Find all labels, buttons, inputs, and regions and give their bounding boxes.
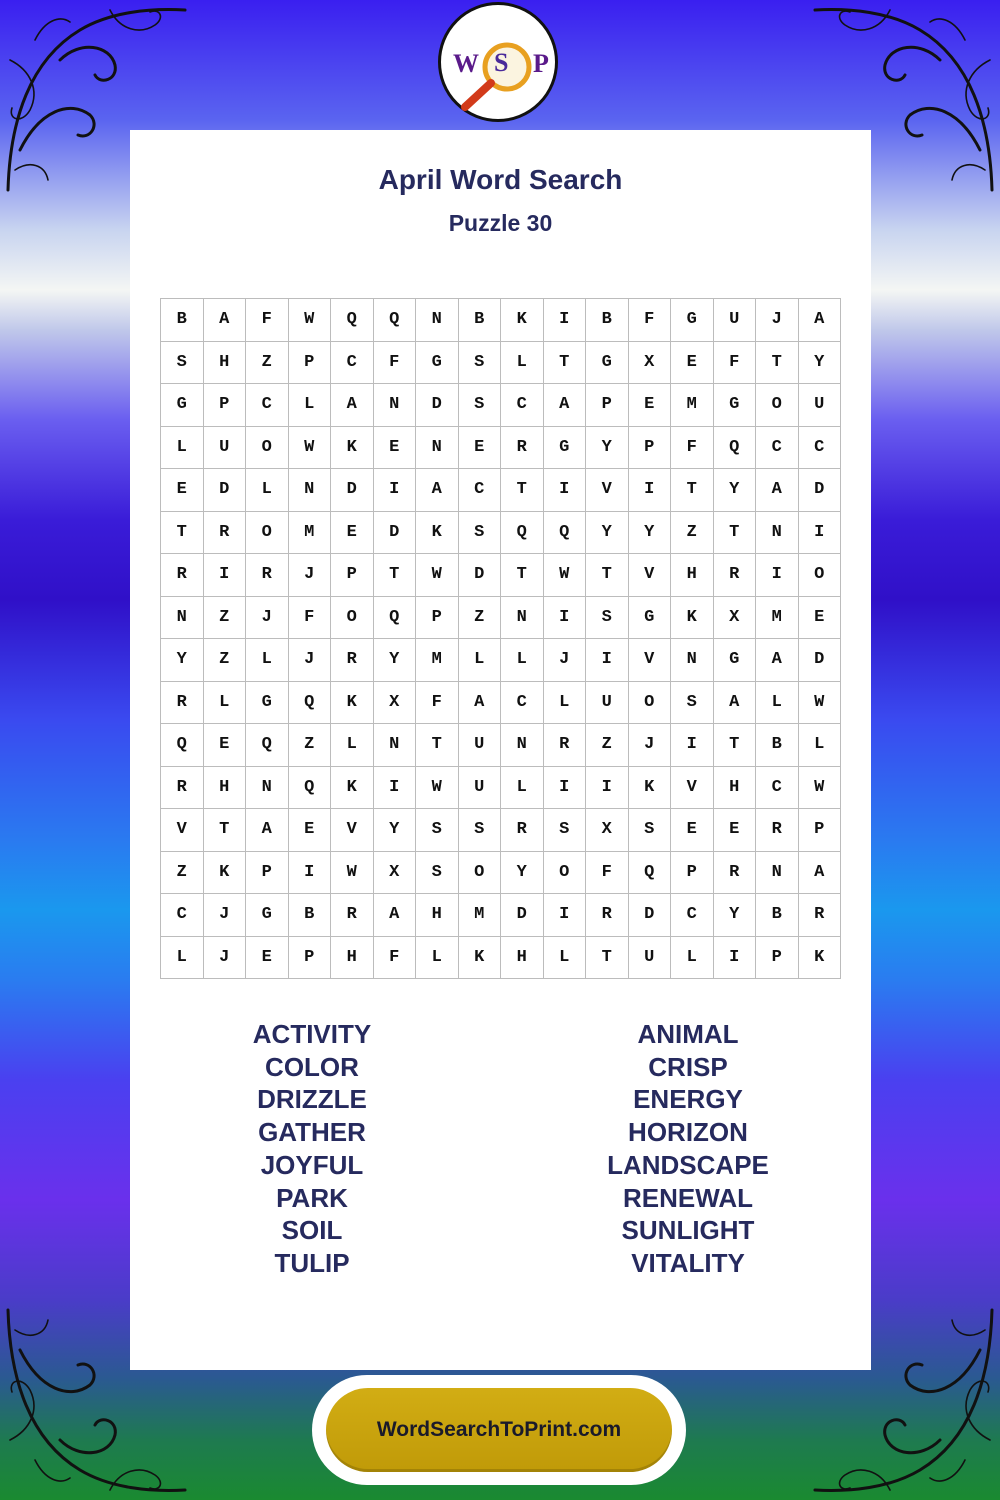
grid-cell[interactable]: S <box>459 512 502 555</box>
grid-cell[interactable]: L <box>246 469 289 512</box>
grid-cell[interactable]: Y <box>714 469 757 512</box>
word-list-item: ANIMAL <box>637 1019 739 1049</box>
grid-cell[interactable]: Q <box>501 512 544 555</box>
grid-cell[interactable]: R <box>331 894 374 937</box>
grid-cell[interactable]: P <box>671 852 714 895</box>
grid-cell[interactable]: L <box>246 639 289 682</box>
grid-cell[interactable]: P <box>416 597 459 640</box>
grid-cell[interactable]: P <box>756 937 799 980</box>
grid-cell[interactable]: R <box>331 639 374 682</box>
grid-cell[interactable]: H <box>331 937 374 980</box>
grid-cell[interactable]: T <box>161 512 204 555</box>
grid-cell[interactable]: I <box>544 469 587 512</box>
grid-cell[interactable]: H <box>714 767 757 810</box>
grid-cell[interactable]: L <box>161 427 204 470</box>
logo-letter-p: P <box>533 49 549 78</box>
grid-cell[interactable]: R <box>714 554 757 597</box>
grid-cell[interactable]: J <box>756 299 799 342</box>
grid-cell[interactable]: E <box>289 809 332 852</box>
site-logo[interactable] <box>438 2 558 122</box>
grid-cell[interactable]: I <box>544 597 587 640</box>
grid-cell[interactable]: H <box>204 767 247 810</box>
grid-cell[interactable]: S <box>416 852 459 895</box>
grid-cell[interactable]: I <box>671 724 714 767</box>
grid-cell[interactable]: A <box>204 299 247 342</box>
grid-cell[interactable]: T <box>756 342 799 385</box>
grid-cell[interactable]: Z <box>671 512 714 555</box>
word-list-item: ENERGY <box>633 1084 743 1115</box>
grid-cell[interactable]: L <box>501 639 544 682</box>
grid-cell[interactable]: P <box>289 937 332 980</box>
grid-cell[interactable]: G <box>161 384 204 427</box>
grid-cell[interactable]: A <box>714 682 757 725</box>
grid-cell[interactable]: D <box>374 512 417 555</box>
word-list-item: SUNLIGHT <box>621 1215 755 1246</box>
grid-cell[interactable]: P <box>289 342 332 385</box>
grid-cell[interactable]: A <box>799 299 842 342</box>
grid-cell[interactable]: Y <box>161 639 204 682</box>
grid-cell[interactable]: B <box>756 724 799 767</box>
grid-cell[interactable]: S <box>629 809 672 852</box>
grid-cell[interactable]: S <box>459 342 502 385</box>
grid-cell[interactable]: M <box>459 894 502 937</box>
grid-cell[interactable]: I <box>544 894 587 937</box>
grid-cell[interactable]: L <box>459 639 502 682</box>
grid-cell[interactable]: D <box>799 639 842 682</box>
grid-cell[interactable]: T <box>501 554 544 597</box>
grid-cell[interactable]: P <box>204 384 247 427</box>
grid-cell[interactable]: R <box>586 894 629 937</box>
word-list-item: CRISP <box>648 1051 728 1082</box>
grid-cell[interactable]: O <box>246 512 289 555</box>
grid-cell[interactable]: Z <box>459 597 502 640</box>
grid-cell[interactable]: D <box>331 469 374 512</box>
grid-cell[interactable]: F <box>374 342 417 385</box>
grid-cell[interactable]: Y <box>714 894 757 937</box>
grid-cell[interactable]: C <box>756 427 799 470</box>
grid-cell[interactable]: N <box>671 639 714 682</box>
grid-cell[interactable]: C <box>331 342 374 385</box>
grid-cell[interactable]: C <box>501 384 544 427</box>
grid-cell[interactable]: I <box>374 767 417 810</box>
grid-cell[interactable]: S <box>161 342 204 385</box>
grid-cell[interactable]: D <box>799 469 842 512</box>
grid-cell[interactable]: W <box>544 554 587 597</box>
grid-cell[interactable]: N <box>416 427 459 470</box>
grid-cell[interactable]: J <box>289 639 332 682</box>
grid-cell[interactable]: K <box>799 937 842 980</box>
grid-cell[interactable]: E <box>714 809 757 852</box>
logo-letter-s: S <box>494 48 509 77</box>
puzzle-panel <box>130 130 871 1370</box>
grid-cell[interactable]: F <box>671 427 714 470</box>
grid-cell[interactable]: K <box>671 597 714 640</box>
grid-cell[interactable]: C <box>501 682 544 725</box>
grid-cell[interactable]: I <box>204 554 247 597</box>
grid-cell[interactable]: I <box>289 852 332 895</box>
grid-cell[interactable]: E <box>671 809 714 852</box>
grid-cell[interactable]: Y <box>586 512 629 555</box>
grid-cell[interactable]: D <box>459 554 502 597</box>
logo-letter-w: W <box>453 49 479 78</box>
grid-cell[interactable]: N <box>756 852 799 895</box>
grid-cell[interactable]: W <box>799 767 842 810</box>
grid-cell[interactable]: K <box>416 512 459 555</box>
grid-cell[interactable]: T <box>586 554 629 597</box>
grid-cell[interactable]: O <box>756 384 799 427</box>
grid-cell[interactable]: A <box>756 639 799 682</box>
letter-grid <box>160 298 841 979</box>
grid-cell[interactable]: L <box>416 937 459 980</box>
grid-cell[interactable]: Y <box>799 342 842 385</box>
word-list-item: SOIL <box>281 1215 343 1246</box>
grid-cell[interactable]: M <box>289 512 332 555</box>
grid-cell[interactable]: R <box>714 852 757 895</box>
grid-cell[interactable]: J <box>544 639 587 682</box>
grid-cell[interactable]: N <box>501 724 544 767</box>
grid-cell[interactable]: L <box>671 937 714 980</box>
grid-cell[interactable]: F <box>629 299 672 342</box>
grid-cell[interactable]: G <box>246 682 289 725</box>
grid-cell[interactable]: A <box>799 852 842 895</box>
grid-cell[interactable]: O <box>544 852 587 895</box>
grid-cell[interactable]: L <box>161 937 204 980</box>
grid-cell[interactable]: V <box>331 809 374 852</box>
word-list-item: HORIZON <box>628 1117 748 1148</box>
grid-cell[interactable]: Q <box>714 427 757 470</box>
word-list-item: RENEWAL <box>623 1182 753 1213</box>
grid-cell[interactable]: O <box>629 682 672 725</box>
grid-cell[interactable]: X <box>629 342 672 385</box>
grid-cell[interactable]: L <box>544 682 587 725</box>
grid-cell[interactable]: P <box>629 427 672 470</box>
grid-cell[interactable]: Z <box>586 724 629 767</box>
grid-cell[interactable]: U <box>586 682 629 725</box>
grid-cell[interactable]: H <box>671 554 714 597</box>
word-list-left <box>162 1018 462 1280</box>
grid-cell[interactable]: L <box>331 724 374 767</box>
grid-cell[interactable]: N <box>161 597 204 640</box>
grid-cell[interactable]: R <box>204 512 247 555</box>
grid-cell[interactable]: K <box>204 852 247 895</box>
word-list-item: VITALITY <box>631 1247 745 1278</box>
grid-cell[interactable]: T <box>544 342 587 385</box>
word-list-item: TULIP <box>274 1247 350 1278</box>
grid-cell[interactable]: S <box>459 384 502 427</box>
grid-cell[interactable]: C <box>459 469 502 512</box>
grid-cell[interactable]: U <box>629 937 672 980</box>
grid-cell[interactable]: O <box>799 554 842 597</box>
grid-cell[interactable]: L <box>289 384 332 427</box>
grid-cell[interactable]: R <box>501 809 544 852</box>
word-list-item: JOYFUL <box>260 1149 364 1180</box>
grid-cell[interactable]: R <box>161 554 204 597</box>
grid-cell[interactable]: S <box>544 809 587 852</box>
grid-cell[interactable]: F <box>246 299 289 342</box>
grid-cell[interactable]: I <box>586 767 629 810</box>
grid-cell[interactable]: Y <box>374 639 417 682</box>
word-list-item: PARK <box>276 1182 348 1213</box>
grid-cell[interactable]: G <box>629 597 672 640</box>
grid-cell[interactable]: Q <box>331 299 374 342</box>
word-list-item: LANDSCAPE <box>607 1149 769 1180</box>
grid-cell[interactable]: D <box>204 469 247 512</box>
grid-cell[interactable]: E <box>204 724 247 767</box>
grid-cell[interactable]: U <box>204 427 247 470</box>
grid-cell[interactable]: I <box>714 937 757 980</box>
grid-cell[interactable]: R <box>161 682 204 725</box>
grid-cell[interactable]: W <box>289 427 332 470</box>
grid-cell[interactable]: W <box>416 554 459 597</box>
grid-cell[interactable]: T <box>501 469 544 512</box>
grid-cell[interactable]: M <box>671 384 714 427</box>
grid-cell[interactable]: E <box>671 342 714 385</box>
grid-cell[interactable]: R <box>161 767 204 810</box>
grid-cell[interactable]: U <box>459 724 502 767</box>
grid-cell[interactable]: F <box>289 597 332 640</box>
grid-cell[interactable]: A <box>374 894 417 937</box>
footer-site-link[interactable]: WordSearchToPrint.com <box>326 1388 672 1472</box>
grid-cell[interactable]: P <box>586 384 629 427</box>
grid-cell[interactable]: V <box>671 767 714 810</box>
grid-cell[interactable]: D <box>629 894 672 937</box>
grid-cell[interactable]: F <box>714 342 757 385</box>
grid-cell[interactable]: Z <box>246 342 289 385</box>
grid-cell[interactable]: U <box>714 299 757 342</box>
grid-cell[interactable]: B <box>756 894 799 937</box>
grid-cell[interactable]: V <box>629 554 672 597</box>
grid-cell[interactable]: B <box>459 299 502 342</box>
grid-cell[interactable]: N <box>246 767 289 810</box>
grid-cell[interactable]: X <box>374 852 417 895</box>
grid-cell[interactable]: K <box>629 767 672 810</box>
grid-cell[interactable]: K <box>331 427 374 470</box>
grid-cell[interactable]: Y <box>586 427 629 470</box>
grid-cell[interactable]: A <box>756 469 799 512</box>
grid-cell[interactable]: B <box>289 894 332 937</box>
grid-cell[interactable]: C <box>246 384 289 427</box>
grid-cell[interactable]: Y <box>629 512 672 555</box>
grid-cell[interactable]: C <box>161 894 204 937</box>
grid-cell[interactable]: E <box>374 427 417 470</box>
grid-cell[interactable]: A <box>246 809 289 852</box>
grid-cell[interactable]: M <box>416 639 459 682</box>
grid-cell[interactable]: J <box>246 597 289 640</box>
grid-cell[interactable]: Q <box>161 724 204 767</box>
grid-cell[interactable]: M <box>756 597 799 640</box>
grid-cell[interactable]: Q <box>374 299 417 342</box>
grid-cell[interactable]: B <box>161 299 204 342</box>
grid-cell[interactable]: K <box>501 299 544 342</box>
grid-cell[interactable]: S <box>586 597 629 640</box>
grid-cell[interactable]: Z <box>161 852 204 895</box>
grid-cell[interactable]: Z <box>204 639 247 682</box>
grid-cell[interactable]: J <box>204 894 247 937</box>
grid-cell[interactable]: A <box>416 469 459 512</box>
grid-cell[interactable]: F <box>374 937 417 980</box>
grid-cell[interactable]: E <box>799 597 842 640</box>
word-list-item: COLOR <box>265 1051 359 1082</box>
grid-cell[interactable]: N <box>756 512 799 555</box>
grid-cell[interactable]: D <box>501 894 544 937</box>
grid-cell[interactable]: X <box>374 682 417 725</box>
grid-cell[interactable]: A <box>331 384 374 427</box>
grid-cell[interactable]: E <box>161 469 204 512</box>
grid-cell[interactable]: I <box>799 512 842 555</box>
word-list-item: DRIZZLE <box>257 1084 367 1115</box>
grid-cell[interactable]: L <box>501 767 544 810</box>
grid-cell[interactable]: G <box>671 299 714 342</box>
grid-cell[interactable]: C <box>799 427 842 470</box>
grid-cell[interactable]: T <box>204 809 247 852</box>
grid-cell[interactable]: Q <box>289 682 332 725</box>
grid-cell[interactable]: P <box>246 852 289 895</box>
grid-cell[interactable]: K <box>331 682 374 725</box>
grid-cell[interactable]: W <box>289 299 332 342</box>
grid-cell[interactable]: N <box>416 299 459 342</box>
puzzle-subtitle: Puzzle 30 <box>448 210 553 236</box>
grid-cell[interactable]: R <box>799 894 842 937</box>
grid-cell[interactable]: E <box>629 384 672 427</box>
grid-cell[interactable]: G <box>586 342 629 385</box>
word-list-right <box>538 1018 838 1280</box>
grid-cell[interactable]: K <box>331 767 374 810</box>
grid-cell[interactable]: Y <box>374 809 417 852</box>
grid-cell[interactable]: I <box>544 767 587 810</box>
grid-cell[interactable]: W <box>331 852 374 895</box>
grid-cell[interactable]: U <box>799 384 842 427</box>
grid-cell[interactable]: I <box>586 639 629 682</box>
grid-cell[interactable]: A <box>459 682 502 725</box>
grid-cell[interactable]: N <box>374 384 417 427</box>
grid-cell[interactable]: C <box>756 767 799 810</box>
grid-cell[interactable]: F <box>586 852 629 895</box>
grid-cell[interactable]: G <box>246 894 289 937</box>
grid-cell[interactable]: R <box>246 554 289 597</box>
grid-cell[interactable]: B <box>586 299 629 342</box>
grid-cell[interactable]: P <box>799 809 842 852</box>
grid-cell[interactable]: J <box>629 724 672 767</box>
grid-cell[interactable]: H <box>416 894 459 937</box>
grid-cell[interactable]: R <box>756 809 799 852</box>
grid-cell[interactable]: T <box>671 469 714 512</box>
grid-cell[interactable]: W <box>799 682 842 725</box>
grid-cell[interactable]: I <box>629 469 672 512</box>
grid-cell[interactable]: W <box>416 767 459 810</box>
grid-cell[interactable]: L <box>756 682 799 725</box>
grid-cell[interactable]: E <box>331 512 374 555</box>
grid-cell[interactable]: R <box>544 724 587 767</box>
footer-badge <box>312 1375 686 1485</box>
grid-cell[interactable]: I <box>544 299 587 342</box>
grid-cell[interactable]: F <box>416 682 459 725</box>
grid-cell[interactable]: A <box>544 384 587 427</box>
grid-cell[interactable]: Q <box>246 724 289 767</box>
grid-cell[interactable]: O <box>331 597 374 640</box>
grid-cell[interactable]: T <box>714 512 757 555</box>
grid-cell[interactable]: L <box>501 342 544 385</box>
grid-cell[interactable]: K <box>459 937 502 980</box>
grid-cell[interactable]: H <box>501 937 544 980</box>
grid-cell[interactable]: S <box>416 809 459 852</box>
grid-cell[interactable]: V <box>629 639 672 682</box>
word-list-item: ACTIVITY <box>252 1019 372 1049</box>
grid-cell[interactable]: N <box>289 469 332 512</box>
page-title: April Word Search <box>378 164 623 195</box>
grid-cell[interactable]: V <box>586 469 629 512</box>
grid-cell[interactable]: J <box>289 554 332 597</box>
grid-cell[interactable]: Y <box>501 852 544 895</box>
grid-cell[interactable]: T <box>416 724 459 767</box>
grid-cell[interactable]: E <box>459 427 502 470</box>
grid-cell[interactable]: Q <box>544 512 587 555</box>
grid-cell[interactable]: G <box>714 639 757 682</box>
grid-cell[interactable]: I <box>374 469 417 512</box>
grid-cell[interactable]: I <box>756 554 799 597</box>
grid-cell[interactable]: Q <box>289 767 332 810</box>
grid-cell[interactable]: X <box>714 597 757 640</box>
grid-cell[interactable]: T <box>374 554 417 597</box>
grid-cell[interactable]: V <box>161 809 204 852</box>
grid-cell[interactable]: H <box>204 342 247 385</box>
grid-cell[interactable]: G <box>714 384 757 427</box>
grid-cell[interactable]: L <box>544 937 587 980</box>
grid-cell[interactable]: P <box>331 554 374 597</box>
grid-cell[interactable]: G <box>544 427 587 470</box>
grid-cell[interactable]: U <box>459 767 502 810</box>
grid-cell[interactable]: Q <box>629 852 672 895</box>
grid-cell[interactable]: J <box>204 937 247 980</box>
grid-cell[interactable]: G <box>416 342 459 385</box>
grid-cell[interactable]: L <box>204 682 247 725</box>
grid-cell[interactable]: S <box>671 682 714 725</box>
grid-cell[interactable]: N <box>501 597 544 640</box>
grid-cell[interactable]: X <box>586 809 629 852</box>
grid-cell[interactable]: O <box>459 852 502 895</box>
grid-cell[interactable]: T <box>586 937 629 980</box>
grid-cell[interactable]: T <box>714 724 757 767</box>
grid-cell[interactable]: Z <box>204 597 247 640</box>
grid-cell[interactable]: E <box>246 937 289 980</box>
grid-cell[interactable]: N <box>374 724 417 767</box>
word-list-item: GATHER <box>258 1117 366 1148</box>
grid-cell[interactable]: Z <box>289 724 332 767</box>
grid-cell[interactable]: Q <box>374 597 417 640</box>
grid-cell[interactable]: C <box>671 894 714 937</box>
grid-cell[interactable]: O <box>246 427 289 470</box>
grid-cell[interactable]: D <box>416 384 459 427</box>
grid-cell[interactable]: L <box>799 724 842 767</box>
grid-cell[interactable]: S <box>459 809 502 852</box>
grid-cell[interactable]: R <box>501 427 544 470</box>
